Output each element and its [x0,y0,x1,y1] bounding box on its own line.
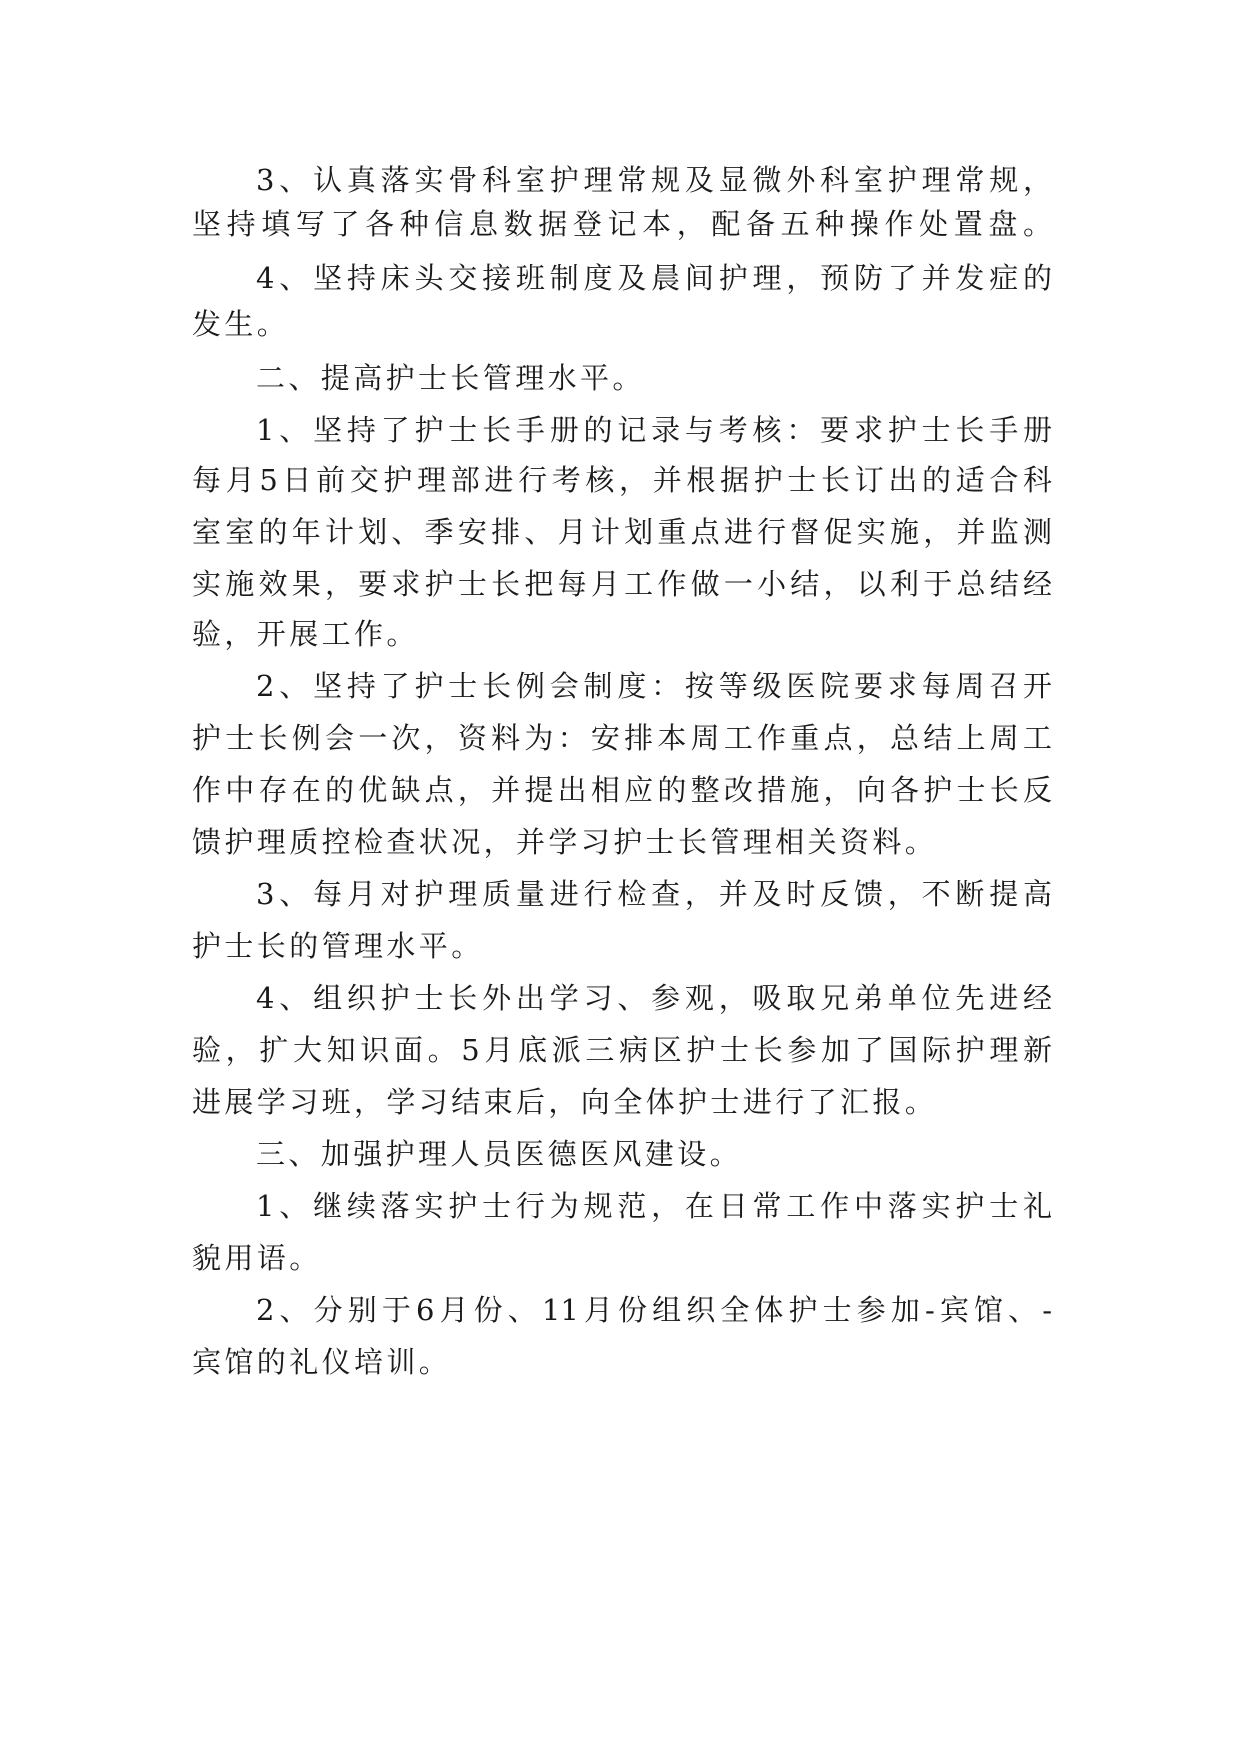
text-line: 貌用语。 [192,1241,322,1275]
text-line: 1、继续落实护士行为规范，在日常工作中落实护士礼 [256,1189,1052,1223]
text-line: 1、坚持了护士长手册的记录与考核：要求护士长手册 [256,413,1052,447]
text-line: 3、认真落实骨科室护理常规及显微外科室护理常规， [256,163,1052,197]
text-line: 发生。 [192,307,290,341]
text-line: 宾馆的礼仪培训。 [192,1345,452,1379]
text-line: 4、组织护士长外出学习、参观，吸取兄弟单位先进经 [256,981,1052,1015]
text-line: 护士长的管理水平。 [192,929,484,963]
text-line: 验，开展工作。 [192,617,419,651]
text-line: 室室的年计划、季安排、月计划重点进行督促实施，并监测 [192,515,1052,549]
text-line: 护士长例会一次，资料为：安排本周工作重点，总结上周工 [192,721,1052,755]
text-line: 2、坚持了护士长例会制度：按等级医院要求每周召开 [256,669,1052,703]
text-line: 2、分别于6月份、11月份组织全体护士参加-宾馆、- [256,1293,1052,1327]
text-line: 馈护理质控检查状况，并学习护士长管理相关资料。 [192,825,938,859]
text-line: 作中存在的优缺点，并提出相应的整改措施，向各护士长反 [192,773,1052,807]
text-line: 坚持填写了各种信息数据登记本，配备五种操作处置盘。 [192,207,1052,241]
section-heading: 三、加强护理人员医德医风建设。 [256,1137,743,1171]
text-line: 每月5日前交护理部进行考核，并根据护士长订出的适合科 [192,463,1052,497]
section-heading: 二、提高护士长管理水平。 [256,361,645,395]
text-line: 4、坚持床头交接班制度及晨间护理，预防了并发症的 [256,261,1052,295]
text-line: 进展学习班，学习结束后，向全体护士进行了汇报。 [192,1085,938,1119]
text-line: 3、每月对护理质量进行检查，并及时反馈，不断提高 [256,877,1052,911]
text-line: 实施效果，要求护士长把每月工作做一小结，以利于总结经 [192,567,1052,601]
text-line: 验，扩大知识面。5月底派三病区护士长参加了国际护理新 [192,1033,1052,1067]
